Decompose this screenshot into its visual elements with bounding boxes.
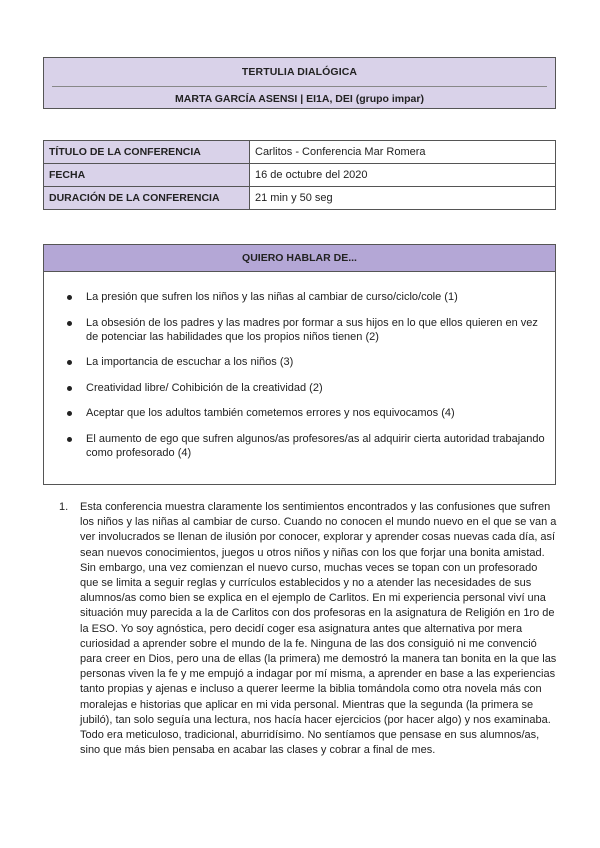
topics-list [44, 290, 555, 471]
info-row-duration [44, 187, 556, 210]
list-item [44, 290, 555, 304]
info-value: Carlitos - Conferencia Mar Romera [250, 141, 556, 164]
paragraph-text: Esta conferencia muestra claramente los sentimientos encontrados y las confusiones que sufren los niños y las niñas al cambiar de curso. Cuando no conocen el mundo nuevo en el que se van a ver involucrados se llenan de ilusión por conocer, explorar y aprender cosas nuevas cada día, así sean nuevos conocimientos, juegos u otros niños y niñas con los que forjar una bonita amistad. Sin embargo, una vez comienzan el nuevo curso, muchas veces se topan con un profesorado que se limita a seguir reglas y currículos establecidos y no a atender las necesidades de sus alumnos/as como bien se explica en el ejemplo de Carlitos. En mi experiencia personal viví una situación muy parecida a la de Carlitos con dos profesoras en la asignatura de Religión en 1ro de la ESO. Yo soy agnóstica, pero decidí coger esa asignatura antes que alternativa por mera curiosidad a aprender sobre el mundo de la fe. Ninguna de las dos consiguió ni me convenció para creer en Dios, pero una de ellas (la primera) me demostró la manera tan bonita en la que las personas viven la fe y me empujó a indagar por mí misma, a aprender en base a las experiencias tanto propias y ajenas e incluso a querer leerme la biblia tomándola como otra novela más con moralejas e historias que aplicar en mi vida personal. Mientras que la segunda (la primera se jubiló), tan solo seguía una lectura, nos hacía hacer ejercicios (por hacer algo) y nos examinaba. Todo era meticuloso, tradicional, aburridísimo. No sentíamos que pensase en sus alumnos/as, sino que más bien pensaba en acabar las clases y cobrar a final de mes. [80, 501, 557, 757]
list-item [44, 432, 555, 460]
bullet-icon [67, 437, 72, 442]
reflection-paragraph [59, 500, 558, 758]
info-row-date [44, 164, 556, 187]
list-item [44, 381, 555, 395]
bullet-icon [67, 295, 72, 300]
bullet-icon [67, 321, 72, 326]
list-item-text: La obsesión de los padres y las madres por formar a sus hijos en lo que ellos quieren en vez de potenciar las habilidades que los propios niños tienen (2) [86, 316, 538, 343]
bullet-icon [67, 411, 72, 416]
list-item-text: Creatividad libre/ Cohibición de la creatividad (2) [86, 381, 323, 394]
info-label: FECHA [44, 164, 250, 187]
document-header [43, 57, 556, 109]
header-divider [52, 86, 547, 87]
list-item [44, 355, 555, 369]
info-label: TÍTULO DE LA CONFERENCIA [44, 141, 250, 164]
document-title: TERTULIA DIALÓGICA [241, 66, 358, 78]
topics-heading: QUIERO HABLAR DE... [44, 245, 555, 272]
list-item [44, 316, 555, 344]
info-table [43, 140, 556, 210]
bullet-icon [67, 360, 72, 365]
list-item-text: Aceptar que los adultos también cometemos errores y nos equivocamos (4) [86, 407, 455, 419]
author-line: MARTA GARCÍA ASENSI | EI1A, DEI (grupo impar) [175, 93, 424, 105]
bullet-icon [67, 386, 72, 391]
paragraph-number: 1. [59, 501, 69, 513]
topics-box [43, 244, 556, 485]
info-label: DURACIÓN DE LA CONFERENCIA [44, 187, 250, 210]
list-item-text: La presión que sufren los niños y las niñas al cambiar de curso/ciclo/cole (1) [86, 291, 458, 303]
info-value: 16 de octubre del 2020 [250, 164, 556, 187]
info-row-title [44, 141, 556, 164]
list-item-text: El aumento de ego que sufren algunos/as profesores/as al adquirir cierta autoridad trabajando como profesorado (4) [86, 432, 545, 459]
list-item [44, 406, 555, 420]
list-item-text: La importancia de escuchar a los niños (3) [86, 356, 294, 368]
info-value: 21 min y 50 seg [250, 187, 556, 210]
